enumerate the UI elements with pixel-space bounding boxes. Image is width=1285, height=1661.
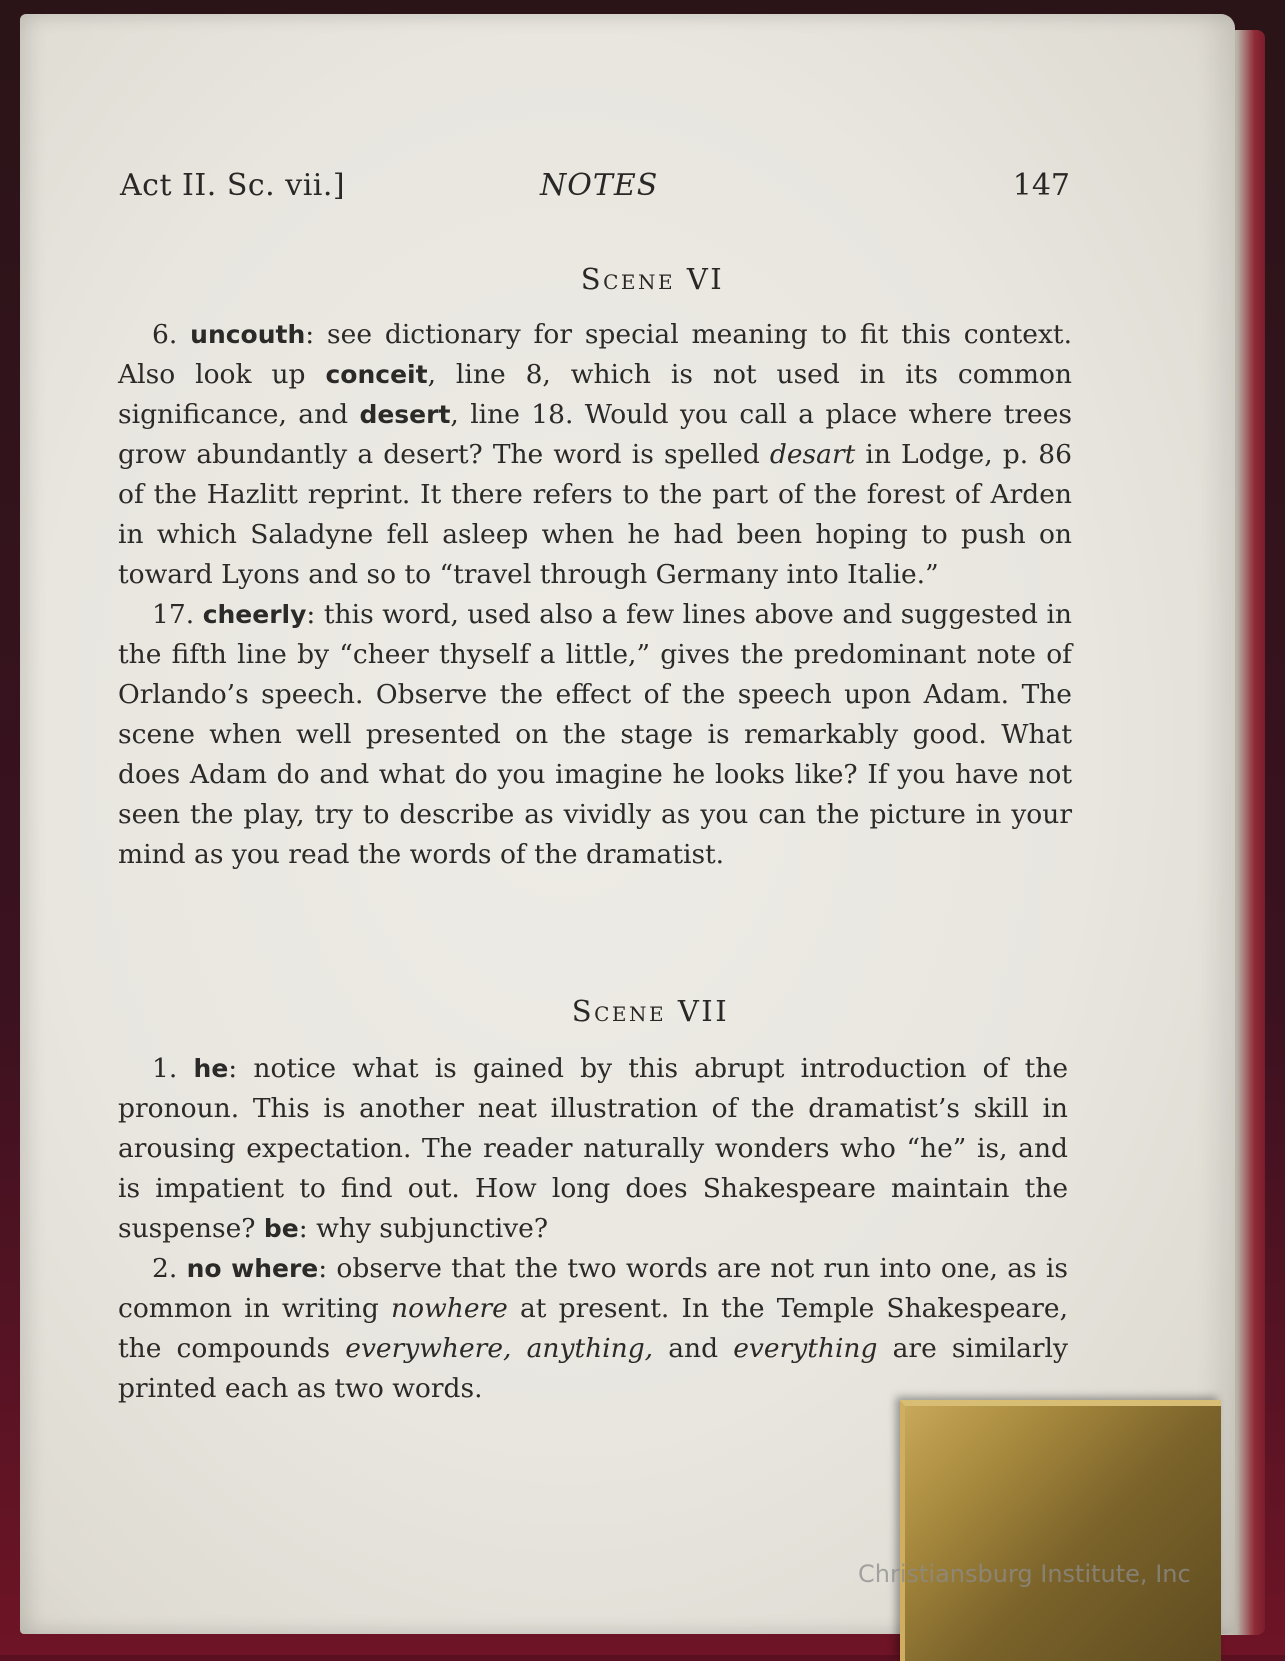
note-term: conceit bbox=[325, 360, 428, 389]
note-text: and bbox=[653, 1333, 734, 1364]
note-term: desert bbox=[359, 400, 451, 429]
note-text: : see dictionary for special meaning to fit this context. Also look up bbox=[118, 319, 1072, 390]
note-term: no where bbox=[186, 1254, 319, 1283]
scene-7-heading: Scene VII bbox=[571, 994, 730, 1028]
note-term: be bbox=[263, 1214, 299, 1243]
note-text: : why subjunctive? bbox=[298, 1213, 549, 1244]
note-text: , line 18. Would you call a place where trees grow abundantly a desert? The word is spelled bbox=[118, 399, 1072, 470]
running-head bbox=[120, 168, 1070, 208]
scene-6-notes bbox=[118, 315, 1072, 875]
scene-7-notes bbox=[118, 1049, 1068, 1409]
watermark: Christiansburg Institute, Inc bbox=[858, 1560, 1191, 1588]
note-italic: everywhere, anything, bbox=[345, 1333, 654, 1364]
running-head-act-scene: Act II. Sc. vii.] bbox=[120, 168, 346, 203]
note-text: at present. In the Temple Shakespeare, the compounds bbox=[118, 1293, 1068, 1364]
page-number: 147 bbox=[1012, 168, 1070, 203]
note-paragraph bbox=[118, 1249, 1068, 1409]
note-number: 2. bbox=[152, 1253, 178, 1284]
note-paragraph bbox=[118, 595, 1072, 875]
note-text: : notice what is gained by this abrupt introduction of the pronoun. This is another neat illustration of the dramatist’s skill in arousing expectation. The reader naturally wonders who “he” is, and is impatient to find out. How long does Shakespeare maintain the suspense? bbox=[118, 1053, 1068, 1244]
scene-6-heading: Scene VI bbox=[580, 262, 725, 296]
note-number: 1. bbox=[152, 1053, 178, 1084]
note-italic: desart bbox=[769, 439, 856, 470]
note-text: in Lodge, p. 86 of the Hazlitt reprint. It there refers to the part of the forest of Arden in which Saladyne fell asleep when he had been hoping to push on toward Lyons and so to “travel through Germany into Italie.” bbox=[118, 439, 1072, 590]
note-text: are similarly printed each as two words. bbox=[118, 1333, 1068, 1404]
note-term: he bbox=[193, 1054, 229, 1083]
note-text: : observe that the two words are not run into one, as is common in writing bbox=[118, 1253, 1068, 1324]
running-head-title: NOTES bbox=[540, 168, 659, 203]
note-paragraph bbox=[118, 315, 1072, 595]
note-italic: nowhere bbox=[391, 1293, 508, 1324]
note-term: uncouth bbox=[190, 320, 306, 349]
note-number: 6. bbox=[152, 319, 178, 350]
note-term: cheerly bbox=[202, 600, 307, 629]
note-text: , line 8, which is not used in its common significance, and bbox=[118, 359, 1072, 430]
note-text: : this word, used also a few lines above and suggested in the fifth line by “cheer thyself a little,” gives the predominant note of Orlando’s speech. Observe the effect of the speech upon Adam. The scene when well presented on the stage is remarkably good. What does Adam do and what do you imagine he looks like? If you have not seen the play, try to describe as vividly as you can the picture in your mind as you read the words of the dramatist. bbox=[118, 599, 1072, 870]
note-italic: everything bbox=[733, 1333, 878, 1364]
brass-clip bbox=[900, 1400, 1221, 1661]
note-number: 17. bbox=[152, 599, 195, 630]
note-paragraph bbox=[118, 1049, 1068, 1249]
